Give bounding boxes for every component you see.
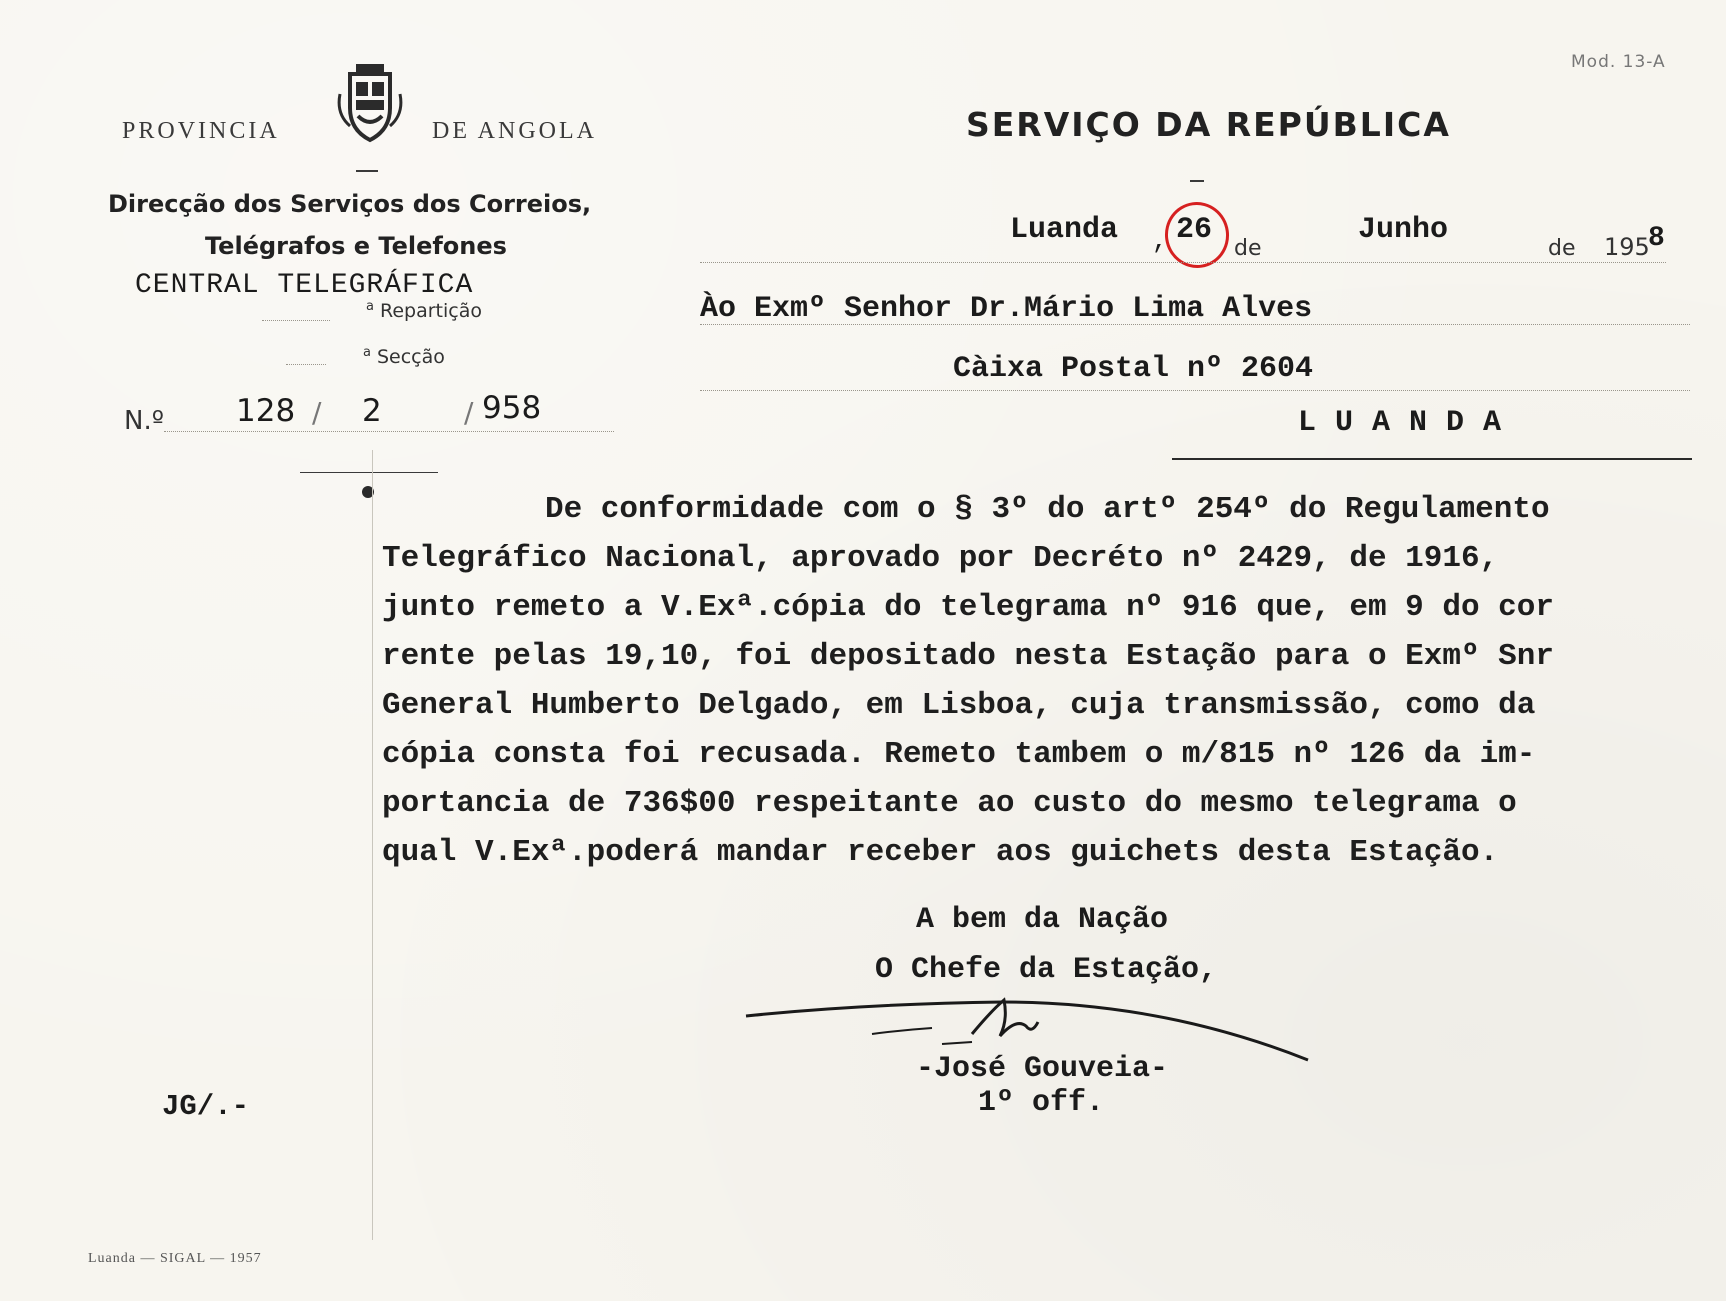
body-line: De conformidade com o § 3º do artº 254º do Regulamento [545, 492, 1550, 527]
date-comma: , [1152, 226, 1168, 256]
signer-name: -José Gouveia- [916, 1052, 1169, 1086]
closing-role: O Chefe da Estação, [875, 953, 1218, 987]
closing-salutation: A bem da Nação [916, 903, 1169, 937]
numero-value-2: 2 [362, 393, 382, 429]
office-name: CENTRAL TELEGRÁFICA [135, 270, 474, 301]
date-preposition: de [1234, 236, 1262, 261]
addressee-name: Ào Exmº Senhor Dr.Mário Lima Alves [700, 292, 1313, 326]
addressee-city: LUANDA [1298, 406, 1521, 440]
numero-label: N.º [124, 406, 164, 436]
numero-separator: / [464, 396, 474, 429]
divider [356, 170, 378, 172]
numero-field [164, 431, 614, 432]
body-line: cópia consta foi recusada. Remeto tambem o m/815 nº 126 da im- [382, 737, 1536, 772]
addressee-postal-box: Càixa Postal nº 2604 [953, 352, 1314, 386]
date-year-printed: 195 [1604, 233, 1650, 261]
date-city: Luanda [1010, 213, 1119, 247]
address-underline [1172, 458, 1692, 460]
divider [1190, 180, 1204, 182]
typist-initials: JG/.- [162, 1090, 250, 1123]
reparticao-field [262, 320, 330, 321]
address-field [700, 390, 1690, 391]
date-preposition: de [1548, 236, 1576, 261]
body-line: General Humberto Delgado, em Lisboa, cuja transmissão, como da [382, 688, 1536, 723]
province-name-suffix: DE ANGOLA [432, 118, 597, 144]
date-day: 26 [1176, 213, 1213, 247]
numero-separator: / [312, 396, 322, 429]
seccao-label: $^a$ Secção [363, 345, 445, 368]
margin-rule [372, 450, 373, 1240]
body-line: portancia de 736$00 respeitante ao custo do mesmo telegrama o [382, 786, 1517, 821]
body-line: qual V.Exª.poderá mandar receber aos guichets desta Estação. [382, 835, 1499, 870]
body-line: Telegráfico Nacional, aprovado por Decréto nº 2429, de 1916, [382, 541, 1499, 576]
signer-title: 1º off. [978, 1086, 1105, 1120]
coat-of-arms-icon [336, 64, 404, 144]
province-name: PROVINCIA [122, 118, 280, 144]
addressee-field [700, 324, 1690, 325]
department-name-line1: Direcção dos Serviços dos Correios, [108, 190, 592, 218]
divider [300, 472, 438, 473]
form-code: Mod. 13-A [1571, 52, 1666, 72]
date-year-typed: 8 [1648, 223, 1665, 254]
document-heading: SERVIÇO DA REPÚBLICA [966, 105, 1451, 144]
date-field [700, 262, 1666, 263]
numero-value-1: 128 [236, 393, 296, 429]
date-month: Junho [1358, 213, 1449, 247]
department-name-line2: Telégrafos e Telefones [205, 232, 507, 260]
seccao-field [286, 364, 326, 365]
numero-value-3: 958 [482, 390, 542, 426]
reparticao-label: $^a$ Repartição [366, 299, 482, 322]
body-line: rente pelas 19,10, foi depositado nesta Estação para o Exmº Snr [382, 639, 1554, 674]
printer-imprint: Luanda — SIGAL — 1957 [88, 1251, 262, 1266]
body-line: junto remeto a V.Exª.cópia do telegrama nº 916 que, em 9 do cor [382, 590, 1554, 625]
